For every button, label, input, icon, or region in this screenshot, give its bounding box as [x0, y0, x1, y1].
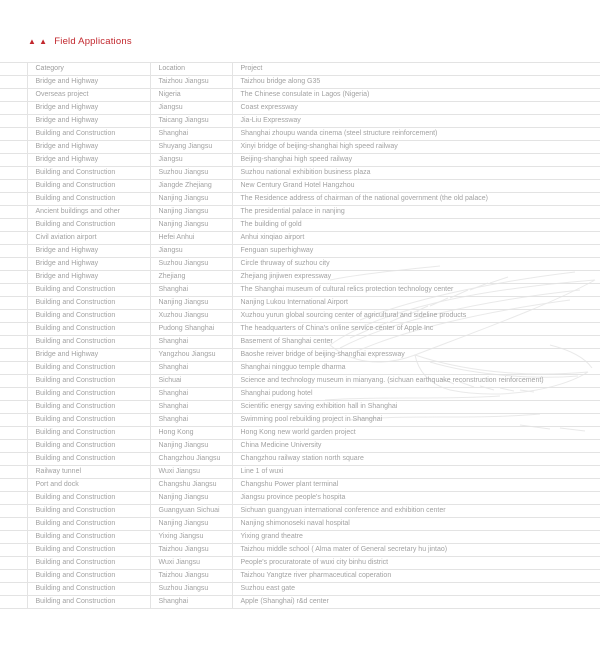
row-spacer: [0, 349, 27, 362]
category-cell: Building and Construction: [27, 401, 150, 414]
project-cell: Hong Kong new world garden project: [232, 427, 600, 440]
row-spacer: [0, 531, 27, 544]
row-spacer: [0, 453, 27, 466]
table-row: [0, 479, 600, 492]
table-row: [0, 141, 600, 154]
table-row: [0, 401, 600, 414]
row-spacer: [0, 583, 27, 596]
category-cell: Building and Construction: [27, 167, 150, 180]
row-spacer: [0, 492, 27, 505]
project-cell: The headquarters of China's online service center of Apple Inc: [232, 323, 600, 336]
table-row: [0, 362, 600, 375]
location-cell: Shuyang Jiangsu: [150, 141, 232, 154]
location-cell: Nigeria: [150, 89, 232, 102]
table-row: [0, 414, 600, 427]
table-row: [0, 518, 600, 531]
project-cell: Beijing-shanghai high speed railway: [232, 154, 600, 167]
row-spacer: [0, 336, 27, 349]
location-cell: Sichuai: [150, 375, 232, 388]
location-cell: Nanjing Jiangsu: [150, 206, 232, 219]
location-cell: Zhejiang: [150, 271, 232, 284]
location-cell: Nanjing Jiangsu: [150, 193, 232, 206]
category-cell: Building and Construction: [27, 492, 150, 505]
header-spacer: [0, 63, 27, 76]
table-row: [0, 596, 600, 609]
category-cell: Building and Construction: [27, 128, 150, 141]
column-header-project: Project: [232, 63, 600, 76]
table-row: [0, 453, 600, 466]
location-cell: Shanghai: [150, 336, 232, 349]
project-cell: Basement of Shanghai center: [232, 336, 600, 349]
category-cell: Building and Construction: [27, 180, 150, 193]
field-applications-table: [0, 62, 600, 609]
project-cell: Xuzhou yurun global sourcing center of agricultural and sideline products: [232, 310, 600, 323]
location-cell: Hefei Anhui: [150, 232, 232, 245]
location-cell: Jiangsu: [150, 245, 232, 258]
location-cell: Changzhou Jiangsu: [150, 453, 232, 466]
project-cell: Suzhou east gate: [232, 583, 600, 596]
project-cell: Line 1 of wuxi: [232, 466, 600, 479]
table-row: [0, 271, 600, 284]
category-cell: Building and Construction: [27, 219, 150, 232]
category-cell: Building and Construction: [27, 531, 150, 544]
table-row: [0, 258, 600, 271]
project-cell: Changshu Power plant terminal: [232, 479, 600, 492]
location-cell: Taicang Jiangsu: [150, 115, 232, 128]
category-cell: Civil aviation airport: [27, 232, 150, 245]
project-cell: Anhui xinqiao airport: [232, 232, 600, 245]
page-title: Field Applications: [54, 36, 132, 47]
row-spacer: [0, 323, 27, 336]
row-spacer: [0, 284, 27, 297]
table-row: [0, 180, 600, 193]
location-cell: Shanghai: [150, 362, 232, 375]
table-row: [0, 128, 600, 141]
table-row: [0, 375, 600, 388]
project-cell: New Century Grand Hotel Hangzhou: [232, 180, 600, 193]
table-row: [0, 297, 600, 310]
category-cell: Building and Construction: [27, 388, 150, 401]
project-cell: Circle thruway of suzhou city: [232, 258, 600, 271]
table-row: [0, 193, 600, 206]
triangle-marker-icon: ▲: [28, 36, 37, 46]
category-cell: Ancient buildings and other: [27, 206, 150, 219]
row-spacer: [0, 167, 27, 180]
row-spacer: [0, 245, 27, 258]
table-row: [0, 336, 600, 349]
row-spacer: [0, 518, 27, 531]
location-cell: Changshu Jiangsu: [150, 479, 232, 492]
location-cell: Yangzhou Jiangsu: [150, 349, 232, 362]
row-spacer: [0, 401, 27, 414]
category-cell: Building and Construction: [27, 518, 150, 531]
table-row: [0, 570, 600, 583]
location-cell: Shanghai: [150, 414, 232, 427]
row-spacer: [0, 479, 27, 492]
project-cell: The presidential palace in nanjing: [232, 206, 600, 219]
category-cell: Building and Construction: [27, 284, 150, 297]
location-cell: Nanjing Jiangsu: [150, 492, 232, 505]
row-spacer: [0, 89, 27, 102]
table-row: [0, 245, 600, 258]
project-cell: Suzhou national exhibition business plaza: [232, 167, 600, 180]
column-header-location: Location: [150, 63, 232, 76]
location-cell: Nanjing Jiangsu: [150, 219, 232, 232]
category-cell: Building and Construction: [27, 362, 150, 375]
project-cell: Apple (Shanghai) r&d center: [232, 596, 600, 609]
table-row: [0, 76, 600, 89]
project-cell: Scientific energy saving exhibition hall in Shanghai: [232, 401, 600, 414]
project-cell: Jia-Liu Expressway: [232, 115, 600, 128]
location-cell: Wuxi Jiangsu: [150, 466, 232, 479]
location-cell: Shanghai: [150, 596, 232, 609]
location-cell: Shanghai: [150, 284, 232, 297]
location-cell: Nanjing Jiangsu: [150, 518, 232, 531]
project-cell: Shanghai pudong hotel: [232, 388, 600, 401]
category-cell: Building and Construction: [27, 440, 150, 453]
row-spacer: [0, 466, 27, 479]
location-cell: Hong Kong: [150, 427, 232, 440]
row-spacer: [0, 115, 27, 128]
project-cell: Changzhou railway station north square: [232, 453, 600, 466]
table-row: [0, 531, 600, 544]
category-cell: Building and Construction: [27, 375, 150, 388]
project-cell: Coast expressway: [232, 102, 600, 115]
table-row: [0, 492, 600, 505]
location-cell: Suzhou Jiangsu: [150, 583, 232, 596]
category-cell: Building and Construction: [27, 583, 150, 596]
category-cell: Bridge and Highway: [27, 271, 150, 284]
table-row: [0, 167, 600, 180]
row-spacer: [0, 154, 27, 167]
table-row: [0, 505, 600, 518]
row-spacer: [0, 258, 27, 271]
row-spacer: [0, 310, 27, 323]
location-cell: Guangyuan Sichuai: [150, 505, 232, 518]
location-cell: Wuxi Jiangsu: [150, 557, 232, 570]
table-row: [0, 219, 600, 232]
row-spacer: [0, 232, 27, 245]
category-cell: Building and Construction: [27, 193, 150, 206]
table-row: [0, 102, 600, 115]
category-cell: Building and Construction: [27, 596, 150, 609]
category-cell: Building and Construction: [27, 323, 150, 336]
project-cell: Jiangsu province people's hospita: [232, 492, 600, 505]
table-row: [0, 544, 600, 557]
row-spacer: [0, 76, 27, 89]
triangle-marker-icon: ▲: [39, 36, 48, 46]
row-spacer: [0, 180, 27, 193]
table-row: [0, 466, 600, 479]
location-cell: Xuzhou Jiangsu: [150, 310, 232, 323]
location-cell: Jiangde Zhejiang: [150, 180, 232, 193]
table-row: [0, 427, 600, 440]
category-cell: Bridge and Highway: [27, 115, 150, 128]
row-spacer: [0, 206, 27, 219]
table-row: [0, 310, 600, 323]
row-spacer: [0, 128, 27, 141]
project-cell: Nanjing Lukou International Airport: [232, 297, 600, 310]
project-cell: Zhejiang jinjiwen expressway: [232, 271, 600, 284]
category-cell: Building and Construction: [27, 453, 150, 466]
location-cell: Taizhou Jiangsu: [150, 544, 232, 557]
table-row: [0, 115, 600, 128]
table-body: [0, 76, 600, 609]
project-cell: China Medicine University: [232, 440, 600, 453]
table-row: [0, 349, 600, 362]
location-cell: Nanjing Jiangsu: [150, 440, 232, 453]
category-cell: Bridge and Highway: [27, 141, 150, 154]
category-cell: Bridge and Highway: [27, 245, 150, 258]
category-cell: Railway tunnel: [27, 466, 150, 479]
row-spacer: [0, 544, 27, 557]
project-cell: Taizhou Yangtze river pharmaceutical coperation: [232, 570, 600, 583]
category-cell: Building and Construction: [27, 414, 150, 427]
category-cell: Building and Construction: [27, 297, 150, 310]
location-cell: Suzhou Jiangsu: [150, 167, 232, 180]
table-row: [0, 206, 600, 219]
project-cell: The Residence address of chairman of the national government (the old palace): [232, 193, 600, 206]
table-row: [0, 557, 600, 570]
project-cell: Swimming pool rebuilding project in Shanghai: [232, 414, 600, 427]
table-row: [0, 388, 600, 401]
row-spacer: [0, 271, 27, 284]
table-row: [0, 89, 600, 102]
category-cell: Bridge and Highway: [27, 154, 150, 167]
row-spacer: [0, 388, 27, 401]
project-cell: People's procuratorate of wuxi city binhu district: [232, 557, 600, 570]
category-cell: Building and Construction: [27, 427, 150, 440]
table-row: [0, 323, 600, 336]
row-spacer: [0, 219, 27, 232]
category-cell: Building and Construction: [27, 336, 150, 349]
location-cell: Jiangsu: [150, 102, 232, 115]
section-heading: [28, 36, 132, 47]
project-cell: Taizhou bridge along G35: [232, 76, 600, 89]
project-cell: Taizhou middle school ( Alma mater of General secretary hu jintao): [232, 544, 600, 557]
column-header-category: Category: [27, 63, 150, 76]
location-cell: Shanghai: [150, 388, 232, 401]
project-cell: Science and technology museum in mianyang. (sichuan earthquake reconstruction reinforcement): [232, 375, 600, 388]
category-cell: Overseas project: [27, 89, 150, 102]
table-header-row: [0, 63, 600, 76]
row-spacer: [0, 297, 27, 310]
table-row: [0, 284, 600, 297]
location-cell: Taizhou Jiangsu: [150, 76, 232, 89]
location-cell: Shanghai: [150, 128, 232, 141]
row-spacer: [0, 375, 27, 388]
project-cell: The Shanghai museum of cultural relics protection technology center: [232, 284, 600, 297]
location-cell: Jiangsu: [150, 154, 232, 167]
location-cell: Yixing Jiangsu: [150, 531, 232, 544]
project-cell: The Chinese consulate in Lagos (Nigeria): [232, 89, 600, 102]
table-row: [0, 583, 600, 596]
category-cell: Building and Construction: [27, 544, 150, 557]
row-spacer: [0, 427, 27, 440]
project-cell: Nanjing shimonoseki naval hospital: [232, 518, 600, 531]
project-cell: Baoshe reiver bridge of beijing-shanghai expressway: [232, 349, 600, 362]
project-cell: The building of gold: [232, 219, 600, 232]
category-cell: Bridge and Highway: [27, 349, 150, 362]
category-cell: Bridge and Highway: [27, 102, 150, 115]
category-cell: Port and dock: [27, 479, 150, 492]
row-spacer: [0, 440, 27, 453]
row-spacer: [0, 193, 27, 206]
location-cell: Shanghai: [150, 401, 232, 414]
row-spacer: [0, 414, 27, 427]
row-spacer: [0, 102, 27, 115]
row-spacer: [0, 570, 27, 583]
table-row: [0, 154, 600, 167]
project-cell: Yixing grand theatre: [232, 531, 600, 544]
category-cell: Building and Construction: [27, 310, 150, 323]
location-cell: Nanjing Jiangsu: [150, 297, 232, 310]
table-row: [0, 232, 600, 245]
category-cell: Building and Construction: [27, 505, 150, 518]
row-spacer: [0, 362, 27, 375]
row-spacer: [0, 557, 27, 570]
row-spacer: [0, 141, 27, 154]
category-cell: Building and Construction: [27, 570, 150, 583]
location-cell: Taizhou Jiangsu: [150, 570, 232, 583]
row-spacer: [0, 505, 27, 518]
project-cell: Shanghai zhoupu wanda cinema (steel structure reinforcement): [232, 128, 600, 141]
location-cell: Suzhou Jiangsu: [150, 258, 232, 271]
table-row: [0, 440, 600, 453]
category-cell: Bridge and Highway: [27, 258, 150, 271]
project-cell: Xinyi bridge of beijing-shanghai high speed railway: [232, 141, 600, 154]
category-cell: Bridge and Highway: [27, 76, 150, 89]
project-cell: Fenguan superhighway: [232, 245, 600, 258]
row-spacer: [0, 596, 27, 609]
project-cell: Shanghai ningguo temple dharma: [232, 362, 600, 375]
category-cell: Building and Construction: [27, 557, 150, 570]
location-cell: Pudong Shanghai: [150, 323, 232, 336]
project-cell: Sichuan guangyuan international conference and exhibition center: [232, 505, 600, 518]
